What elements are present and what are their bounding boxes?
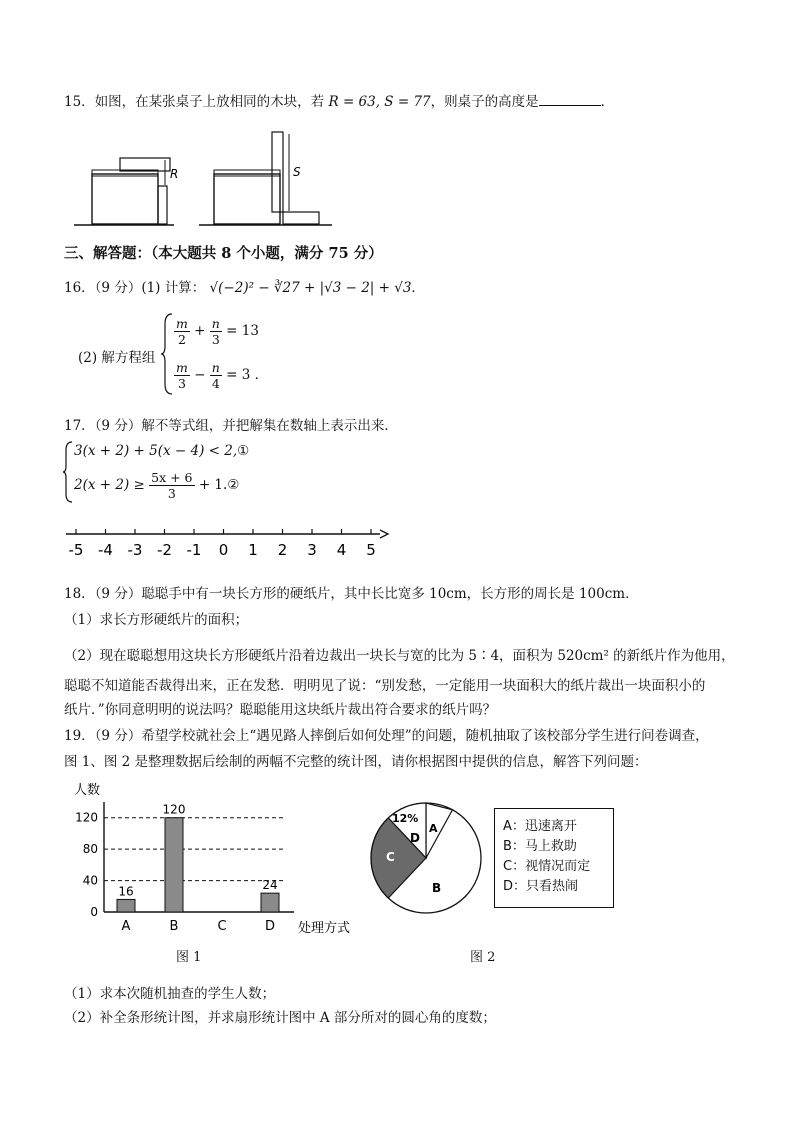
axis-tick-label: -3 bbox=[127, 541, 143, 559]
y-tick-label: 80 bbox=[82, 842, 98, 857]
fig2-caption: 图 2 bbox=[470, 950, 496, 965]
axis-tick-label: -2 bbox=[157, 541, 172, 559]
q15-text: 15．如图，在某张桌子上放相同的木块，若 R = 63, S = 77，则桌子的高度是 ． bbox=[64, 90, 614, 110]
x-tick-label: C bbox=[217, 919, 227, 934]
q16-part1: 16．（9 分）(1) 计算： √(−2)² − ∛27 + |√3 − 2| + √3． bbox=[64, 280, 425, 296]
inequality-1: 3(x + 2) + 5(x − 4) < 2,① bbox=[74, 443, 250, 459]
axis-tick-label: 0 bbox=[218, 541, 229, 559]
inequality-brace bbox=[62, 440, 74, 504]
equation-1: $\frac{m}{2}$ + $\frac{n}{3}$ = 13 bbox=[176, 316, 259, 347]
q18-part1: （1）求长方形硬纸片的面积； bbox=[64, 612, 249, 628]
equation-2: $\frac{m}{3}$ − $\frac{n}{4}$ = 3 ． bbox=[176, 360, 269, 391]
bar-value-label: 16 bbox=[118, 884, 134, 899]
fig1-caption: 图 1 bbox=[176, 950, 202, 965]
bar-d bbox=[261, 893, 279, 912]
q19-line1: 19．（9 分）希望学校就社会上“遇见路人摔倒后如何处理”的问题，随机抽取了该校部分学生进行问卷调查， bbox=[64, 728, 709, 744]
q16-part2-label: (2) 解方程组 bbox=[78, 350, 156, 366]
pie-chart bbox=[366, 798, 486, 922]
axis-tick-label: 3 bbox=[307, 541, 317, 559]
bar-value-label: 24 bbox=[262, 878, 278, 893]
x-tick-label: D bbox=[264, 919, 276, 934]
q18-part2-line1: （2）现在聪聪想用这块长方形硬纸片沿着边裁出一块长与宽的比为 5∶4，面积为 520cm² 的新纸片作为他用， bbox=[64, 648, 735, 664]
q18-part2-line3: 纸片．”你同意明明的说法吗？聪聪能用这块纸片裁出符合要求的纸片吗？ bbox=[64, 702, 497, 718]
bar-a bbox=[117, 899, 135, 912]
axis-tick-label: -5 bbox=[68, 541, 84, 559]
svg-text:C: C bbox=[386, 850, 395, 864]
axis-tick-label: -1 bbox=[186, 541, 202, 559]
number-line bbox=[62, 524, 392, 560]
q15-figure bbox=[64, 128, 334, 228]
legend-item-c: C：视情况而定 bbox=[503, 859, 591, 874]
x-axis-label: 处理方式 bbox=[298, 921, 351, 936]
label-s: S bbox=[293, 165, 301, 179]
answer-blank[interactable] bbox=[539, 91, 601, 106]
x-tick-label: B bbox=[169, 919, 179, 934]
svg-text:A: A bbox=[429, 822, 438, 835]
q15-formula: R = 63, S = 77 bbox=[328, 94, 431, 110]
q18-part2-line2: 聪聪不知道能否裁得出来，正在发愁．明明见了说：“别发愁，一定能用一块面积大的纸片裁出一块面积小的 bbox=[64, 678, 706, 694]
section-heading: 三、解答题：（本大题共 8 个小题，满分 75 分） bbox=[64, 245, 383, 262]
q19-part2: （2）补全条形统计图，并求扇形统计图中 A 部分所对的圆心角的度数； bbox=[64, 1010, 496, 1026]
y-tick-label: 0 bbox=[90, 905, 98, 919]
y-tick-label: 40 bbox=[82, 873, 98, 888]
system-brace bbox=[160, 312, 174, 396]
inequality-2: 2(x + 2) ≥ $\frac{5x + 6}{3}$ + 1.② bbox=[74, 470, 240, 501]
legend-item-a: A：迅速离开 bbox=[503, 819, 577, 834]
axis-tick-label: -4 bbox=[98, 541, 113, 559]
axis-tick-label: 1 bbox=[248, 541, 258, 559]
bar-value-label: 120 bbox=[162, 802, 186, 817]
q17-text: 17．（9 分）解不等式组，并把解集在数轴上表示出来． bbox=[64, 418, 398, 434]
svg-text:D: D bbox=[410, 831, 420, 845]
axis-tick-label: 2 bbox=[277, 541, 288, 559]
y-axis-label: 人数 bbox=[74, 783, 101, 798]
x-tick-label: A bbox=[121, 919, 131, 934]
q18-text: 18．（9 分）聪聪手中有一块长方形的硬纸片，其中长比宽多 10cm，长方形的周长是 100cm． bbox=[64, 586, 639, 602]
axis-tick-label: 4 bbox=[336, 541, 347, 559]
bar-chart bbox=[64, 778, 364, 943]
q19-part1: （1）求本次随机抽查的学生人数； bbox=[64, 986, 276, 1002]
svg-text:B: B bbox=[432, 881, 442, 895]
bar-b bbox=[165, 818, 183, 912]
legend-item-d: D：只看热闹 bbox=[503, 879, 579, 894]
q19-line2: 图 1、图 2 是整理数据后绘制的两幅不完整的统计图，请你根据图中提供的信息，解答下列问题： bbox=[64, 754, 648, 770]
legend-item-b: B：马上救助 bbox=[503, 839, 577, 854]
pie-percent: 12% bbox=[392, 812, 419, 825]
axis-tick-label: 5 bbox=[366, 541, 376, 559]
label-r: R bbox=[170, 167, 179, 181]
y-tick-label: 120 bbox=[75, 810, 98, 825]
pie-legend bbox=[494, 808, 614, 908]
